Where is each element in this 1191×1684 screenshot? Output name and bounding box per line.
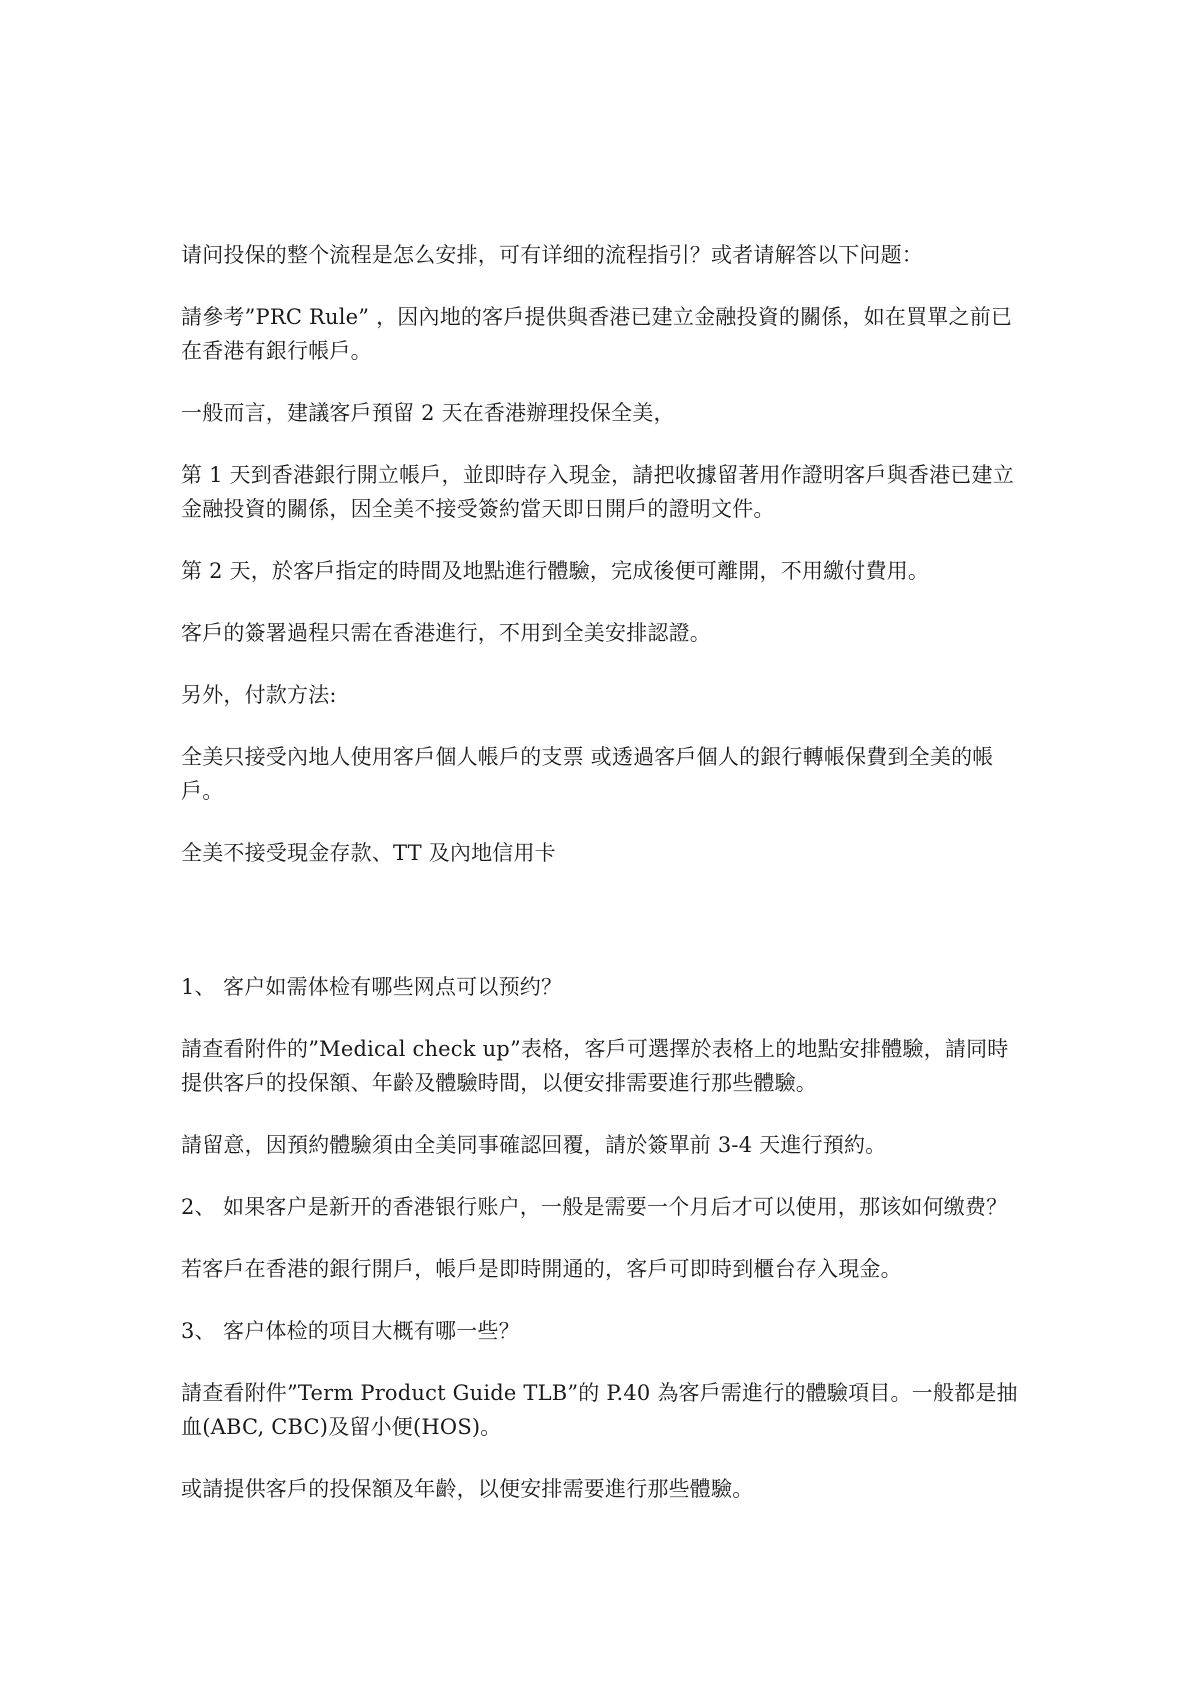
question-2 (181, 1190, 1021, 1224)
intro-question: 请问投保的整个流程是怎么安排，可有详细的流程指引？或者请解答以下问题： (181, 243, 923, 267)
answer-1-b: 請留意，因預約體驗須由全美同事確認回覆，請於簽單前 3-4 天進行預約。 (181, 1133, 887, 1157)
paragraph-signing: 客戶的簽署過程只需在香港進行，不用到全美安排認證。 (181, 621, 711, 645)
section-spacer (181, 898, 1021, 970)
question-3-text: 客户体检的项目大概有哪一些？ (223, 1319, 520, 1343)
paragraph-payment-methods: 全美只接受內地人使用客戶個人帳戶的支票 或透過客戶個人的銀行轉帳保費到全美的帳戶。 (181, 745, 994, 803)
question-1-number: 1、 (181, 975, 216, 999)
question-1 (181, 970, 1021, 1004)
answer-1-a: 請查看附件的”Medical check up”表格，客戶可選擇於表格上的地點安排體驗，請同時提供客戶的投保額、年齡及體驗時間，以便安排需要進行那些體驗。 (181, 1037, 1009, 1095)
question-2-number: 2、 (181, 1195, 216, 1219)
paragraph-payment-heading: 另外，付款方法: (181, 683, 337, 707)
paragraph-prc-rule: 請參考”PRC Rule” ，因內地的客戶提供與香港已建立金融投資的關係，如在買單之前已在香港有銀行帳戶。 (181, 305, 1013, 363)
paragraph-two-days: 一般而言，建議客戶預留 2 天在香港辦理投保全美， (181, 401, 675, 425)
question-2-text: 如果客户是新开的香港银行账户，一般是需要一个月后才可以使用，那该如何缴费？ (223, 1195, 1008, 1219)
answer-3-a: 請查看附件”Term Product Guide TLB”的 P.40 為客戶需進行的體驗項目。一般都是抽血(ABC, CBC)及留小便(HOS)。 (181, 1381, 1018, 1439)
paragraph-day-one: 第 1 天到香港銀行開立帳戶，並即時存入現金，請把收據留著用作證明客戶與香港已建立金融投資的關係，因全美不接受簽約當天即日開戶的證明文件。 (181, 463, 1014, 521)
answer-2-a: 若客戶在香港的銀行開戶，帳戶是即時開通的，客戶可即時到櫃台存入現金。 (181, 1257, 902, 1281)
question-3 (181, 1314, 1021, 1348)
question-1-text: 客户如需体检有哪些网点可以预约？ (223, 975, 563, 999)
answer-3-b: 或請提供客戶的投保額及年齡，以便安排需要進行那些體驗。 (181, 1477, 754, 1501)
paragraph-payment-exclusions: 全美不接受現金存款、TT 及內地信用卡 (181, 841, 556, 865)
paragraph-day-two: 第 2 天，於客戶指定的時間及地點進行體驗，完成後便可離開，不用繳付費用。 (181, 559, 930, 583)
document-body (181, 238, 1021, 1534)
question-3-number: 3、 (181, 1319, 216, 1343)
